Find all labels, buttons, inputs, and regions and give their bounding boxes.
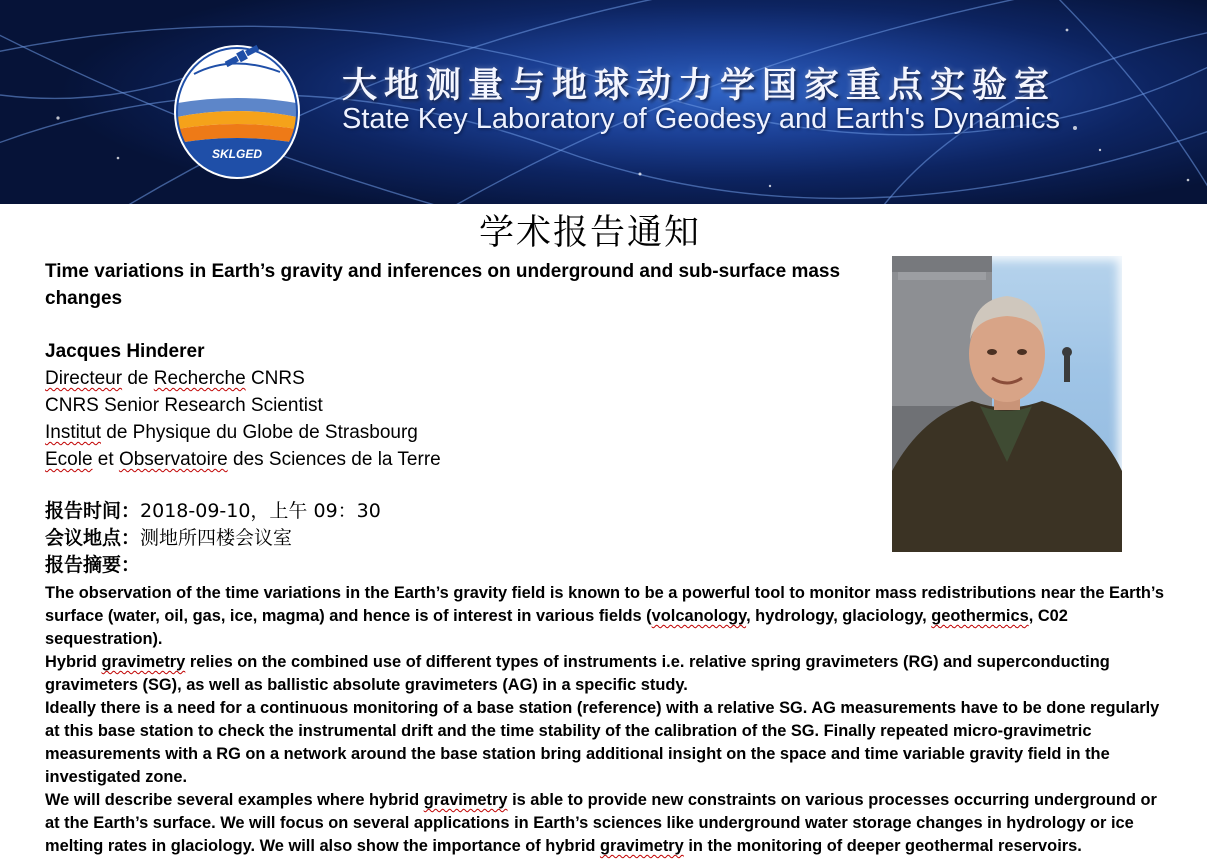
abstract-p4-c: is able to provide new constraints on various processes occurring underground or at the Earth’s surface. We will focus on several applications in Earth’s sciences like underground water storage changes in hydrology or ice melting rates in glaciology. We will also show the importance of hybrid [45,791,1157,855]
abstract-p4-a: We will describe several examples where hybrid [45,791,424,809]
speaker-line4-word3: Observatoire [118,449,228,470]
speaker-line4-word2: et [92,449,119,470]
abstract-paragraph-1 [45,582,1175,651]
abstract-p2-c: relies on the combined use of different types of instruments i.e. relative spring gravimeters (RG) and superconducting gravimeters (SG), as well as ballistic absolute gravimeters (AG) in a specific study. [45,653,1110,694]
abstract-label-row [45,552,845,579]
abstract-p4-e: in the monitoring of deeper geothermal reservoirs. [683,837,1082,855]
abstract-label: 报告摘要： [45,554,141,576]
talk-title: Time variations in Earth’s gravity and inferences on underground and sub-surface mass changes [45,261,841,309]
header-banner [0,0,1207,204]
notice-title: 学术报告通知 [478,213,701,253]
sklged-logo [172,34,302,180]
speaker-line4-word4: des Sciences de la Terre [227,449,441,470]
speaker-name: Jacques Hinderer [45,341,205,362]
talk-place-row [45,525,845,552]
abstract-p2-b: gravimetry [101,653,186,671]
speaker-line3-word1: Institut [45,422,101,443]
abstract-p4-b: gravimetry [423,791,508,809]
time-label: 报告时间： [45,500,141,522]
talk-meta [45,498,845,579]
speaker-line1-word4: CNRS [245,368,305,389]
abstract-p1-c: , hydrology, glaciology, [746,607,932,625]
abstract-p1-a: The observation of the time variations in the Earth’s gravity field is known to be a powerful tool to monitor mass redistributions near the Earth’s surface (water, oil, gas, ice, magma) and hence is of interest in various fields ( [45,584,1164,625]
abstract-paragraph-3: Ideally there is a need for a continuous monitoring of a base station (reference) with a relative SG. AG measurements have to be done regularly at this base station to check the instrumental drift and the time stability of the calibration of the SG. Finally repeated micro-gravimetric measurements with a RG on a network around the base station bring additional insight on the space and time variable gravity field in the investigated zone. [45,699,1160,786]
speaker-institute-line [45,419,845,446]
place-value: 测地所四楼会议室 [140,527,293,549]
abstract-p1-b: volcanology [651,607,747,625]
abstract-p1-d: geothermics [931,607,1029,625]
speaker-line1-word2: de [122,368,154,389]
abstract-p2-a: Hybrid [45,653,102,671]
place-label: 会议地点： [45,527,141,549]
logo-text: SKLGED [211,147,263,161]
speaker-block [45,338,845,473]
speaker-line3-word2: de Physique du Globe de Strasbourg [100,422,418,443]
speaker-line4-word1: Ecole [45,449,93,470]
abstract-body [45,582,1175,858]
speaker-role-line: CNRS Senior Research Scientist [45,395,323,416]
speaker-portrait-image [892,256,1122,552]
abstract-p4-d: gravimetry [599,837,684,855]
abstract-paragraph-2 [45,651,1175,697]
time-value: 2018-09-10，上午 09：30 [140,500,381,522]
speaker-position-line [45,365,845,392]
speaker-line1-word1: Directeur [45,368,123,389]
speaker-line1-word3: Recherche [153,368,246,389]
speaker-school-line [45,446,845,473]
abstract-p1-e: , C02 sequestration). [45,607,1068,648]
abstract-paragraph-4 [45,789,1175,858]
talk-time-row [45,498,845,525]
lab-name-english: State Key Laboratory of Geodesy and Earth's Dynamics [342,103,1061,135]
lab-name-chinese: 大地测量与地球动力学国家重点实验室 [342,65,1057,106]
speaker-photo [892,256,1122,552]
